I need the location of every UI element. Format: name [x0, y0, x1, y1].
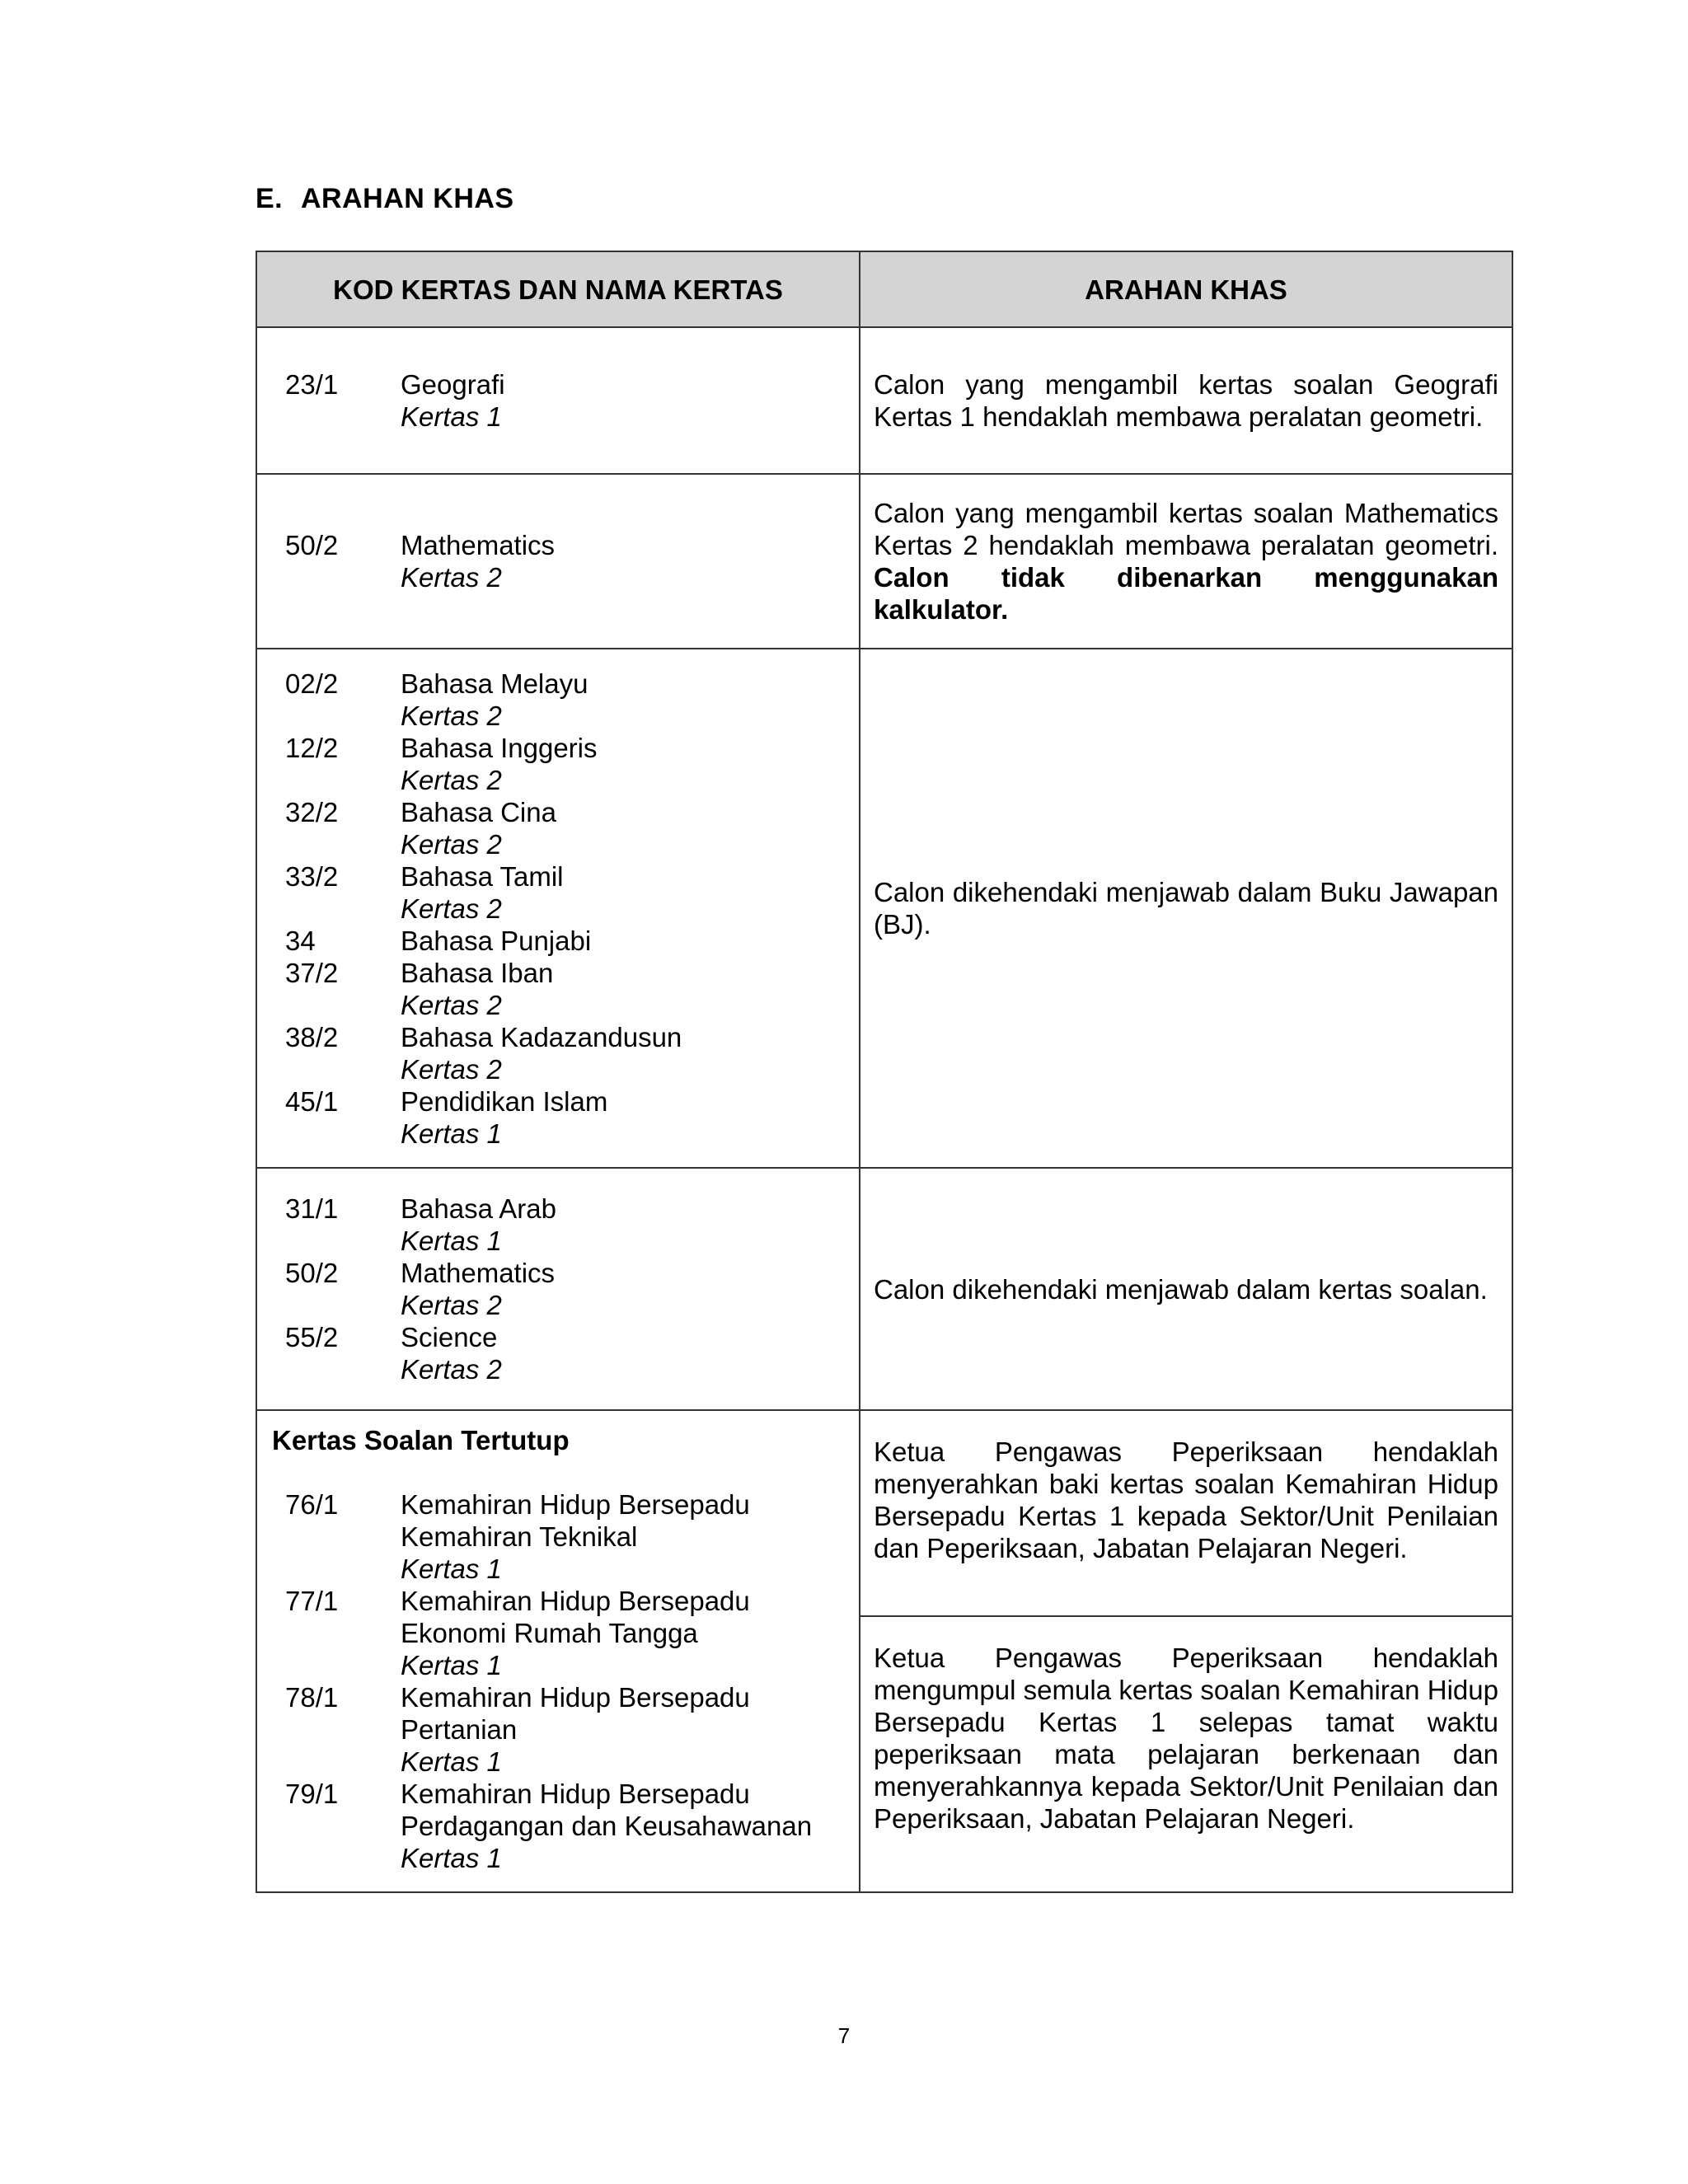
paper-code: 34 — [285, 925, 316, 956]
paper-name: Bahasa Iban — [401, 957, 554, 988]
paper-name: Bahasa Kadazandusun — [401, 1021, 682, 1052]
paper-name-2: Ekonomi Rumah Tangga — [401, 1618, 698, 1648]
paper-sub: Kertas 1 — [401, 401, 502, 432]
paper-sub: Kertas 2 — [401, 764, 502, 795]
paper-entry — [285, 957, 842, 1021]
paper-name: Science — [401, 1322, 498, 1352]
paper-name: Kemahiran Hidup Bersepadu — [401, 1586, 750, 1616]
instruction-cell — [860, 327, 1512, 474]
instruction-text: Calon dikehendaki menjawab dalam Buku Jawapan (BJ). — [874, 877, 1498, 940]
paper-sub: Kertas 2 — [401, 893, 502, 924]
paper-code: 12/2 — [285, 732, 339, 763]
paper-entry — [285, 860, 842, 925]
paper-entry — [285, 1021, 842, 1085]
paper-entry — [285, 1257, 842, 1321]
table-row — [256, 327, 1512, 474]
paper-name: Pendidikan Islam — [401, 1085, 608, 1117]
paper-code: 31/1 — [285, 1193, 339, 1224]
paper-name: Bahasa Melayu — [401, 668, 588, 699]
paper-code: 76/1 — [285, 1489, 339, 1520]
paper-name-2: Perdagangan dan Keusahawanan — [401, 1811, 813, 1841]
paper-entry — [285, 732, 842, 796]
paper-name: Mathematics — [401, 530, 556, 560]
paper-name: Kemahiran Hidup Bersepadu — [401, 1489, 750, 1520]
paper-sub: Kertas 1 — [401, 1843, 502, 1873]
table-header-row — [256, 251, 1512, 327]
table-row — [256, 1168, 1512, 1410]
paper-entry — [285, 1681, 842, 1778]
paper-entry — [285, 668, 842, 732]
paper-name: Kemahiran Hidup Bersepadu — [401, 1682, 750, 1713]
paper-name: Bahasa Inggeris — [401, 732, 598, 763]
paper-code: 50/2 — [285, 1258, 339, 1288]
paper-code: 45/1 — [285, 1085, 339, 1117]
paper-sub: Kertas 1 — [401, 1118, 502, 1149]
paper-cell-closed — [256, 1410, 860, 1892]
paper-cell — [256, 327, 860, 474]
section-title — [256, 183, 514, 215]
table-row — [256, 474, 1512, 649]
paper-entry — [285, 1085, 842, 1150]
paper-code: 38/2 — [285, 1021, 339, 1052]
paper-code: 37/2 — [285, 957, 339, 988]
paper-entry — [285, 1488, 842, 1585]
paper-entry — [285, 368, 842, 433]
paper-sub: Kertas 2 — [401, 828, 502, 860]
paper-code: 33/2 — [285, 860, 339, 892]
closed-papers-title: Kertas Soalan Tertutup — [272, 1425, 570, 1455]
paper-sub: Kertas 1 — [401, 1650, 502, 1680]
paper-name: Mathematics — [401, 1258, 556, 1288]
special-instructions-table — [256, 251, 1513, 1893]
paper-name: Bahasa Punjabi — [401, 925, 592, 956]
page-number: 7 — [837, 2023, 851, 2048]
paper-entry — [285, 1585, 842, 1681]
paper-sub: Kertas 1 — [401, 1746, 502, 1777]
paper-sub: Kertas 1 — [401, 1226, 502, 1256]
paper-code: 02/2 — [285, 668, 339, 699]
paper-name-2: Kemahiran Teknikal — [401, 1521, 638, 1552]
instruction-cell — [860, 1410, 1512, 1616]
table-row — [256, 649, 1512, 1168]
header-special-instructions: ARAHAN KHAS — [860, 251, 1512, 327]
instruction-cell — [860, 649, 1512, 1168]
paper-code: 78/1 — [285, 1682, 339, 1713]
paper-name-2: Pertanian — [401, 1714, 518, 1745]
paper-code: 79/1 — [285, 1779, 339, 1809]
paper-code: 50/2 — [285, 530, 339, 560]
paper-name: Bahasa Arab — [401, 1193, 556, 1224]
instruction-text: Calon dikehendaki menjawab dalam kertas soalan. — [874, 1273, 1488, 1305]
paper-sub: Kertas 2 — [401, 1053, 502, 1085]
section-number: E. — [256, 183, 284, 214]
paper-entry — [285, 1321, 842, 1385]
paper-entry — [285, 1778, 842, 1874]
paper-code: 32/2 — [285, 796, 339, 827]
paper-entry — [285, 529, 842, 593]
paper-cell — [256, 474, 860, 649]
instruction-cell — [860, 1616, 1512, 1892]
paper-entry — [285, 796, 842, 860]
instruction-cell — [860, 1168, 1512, 1410]
instruction-text: Ketua Pengawas Peperiksaan hendaklah menyerahkan baki kertas soalan Kemahiran Hidup Bersepadu Kertas 1 kepada Sektor/Unit Penilaian dan Peperiksaan, Jabatan Pelajaran Negeri. — [874, 1436, 1498, 1563]
paper-sub: Kertas 2 — [401, 989, 502, 1020]
instruction-text: Ketua Pengawas Peperiksaan hendaklah mengumpul semula kertas soalan Kemahiran Hidup Bersepadu Kertas 1 selepas tamat waktu peperiksaan mata pelajaran berkenaan dan menyerahkannya kepada Sektor/Unit Penilaian dan Peperiksaan, Jabatan Pelajaran Negeri. — [874, 1643, 1498, 1834]
instruction-text: Calon yang mengambil kertas soalan Geografi Kertas 1 hendaklah membawa peralatan geometri. — [874, 369, 1498, 432]
paper-sub: Kertas 2 — [401, 700, 502, 731]
paper-code: 23/1 — [285, 369, 339, 400]
paper-name: Geografi — [401, 369, 505, 400]
instruction-cell — [860, 474, 1512, 649]
paper-name: Bahasa Cina — [401, 796, 556, 827]
paper-sub: Kertas 2 — [401, 1354, 502, 1385]
paper-name: Kemahiran Hidup Bersepadu — [401, 1779, 750, 1809]
paper-name: Bahasa Tamil — [401, 860, 564, 892]
paper-entry — [285, 1193, 842, 1257]
paper-code: 77/1 — [285, 1586, 339, 1616]
paper-sub: Kertas 2 — [401, 1290, 502, 1320]
paper-cell — [256, 1168, 860, 1410]
table-row — [256, 1410, 1512, 1616]
header-paper-code-name: KOD KERTAS DAN NAMA KERTAS — [256, 251, 860, 327]
paper-sub: Kertas 1 — [401, 1554, 502, 1584]
instruction-bold-text: Calon tidak dibenarkan menggunakan kalkulator. — [874, 562, 1498, 625]
section-heading: ARAHAN KHAS — [301, 183, 514, 214]
paper-cell — [256, 649, 860, 1168]
paper-entry — [285, 925, 842, 957]
paper-code: 55/2 — [285, 1322, 339, 1352]
instruction-text: Calon yang mengambil kertas soalan Mathematics Kertas 2 hendaklah membawa peralatan geometri. — [874, 498, 1498, 560]
paper-sub: Kertas 2 — [401, 562, 502, 593]
